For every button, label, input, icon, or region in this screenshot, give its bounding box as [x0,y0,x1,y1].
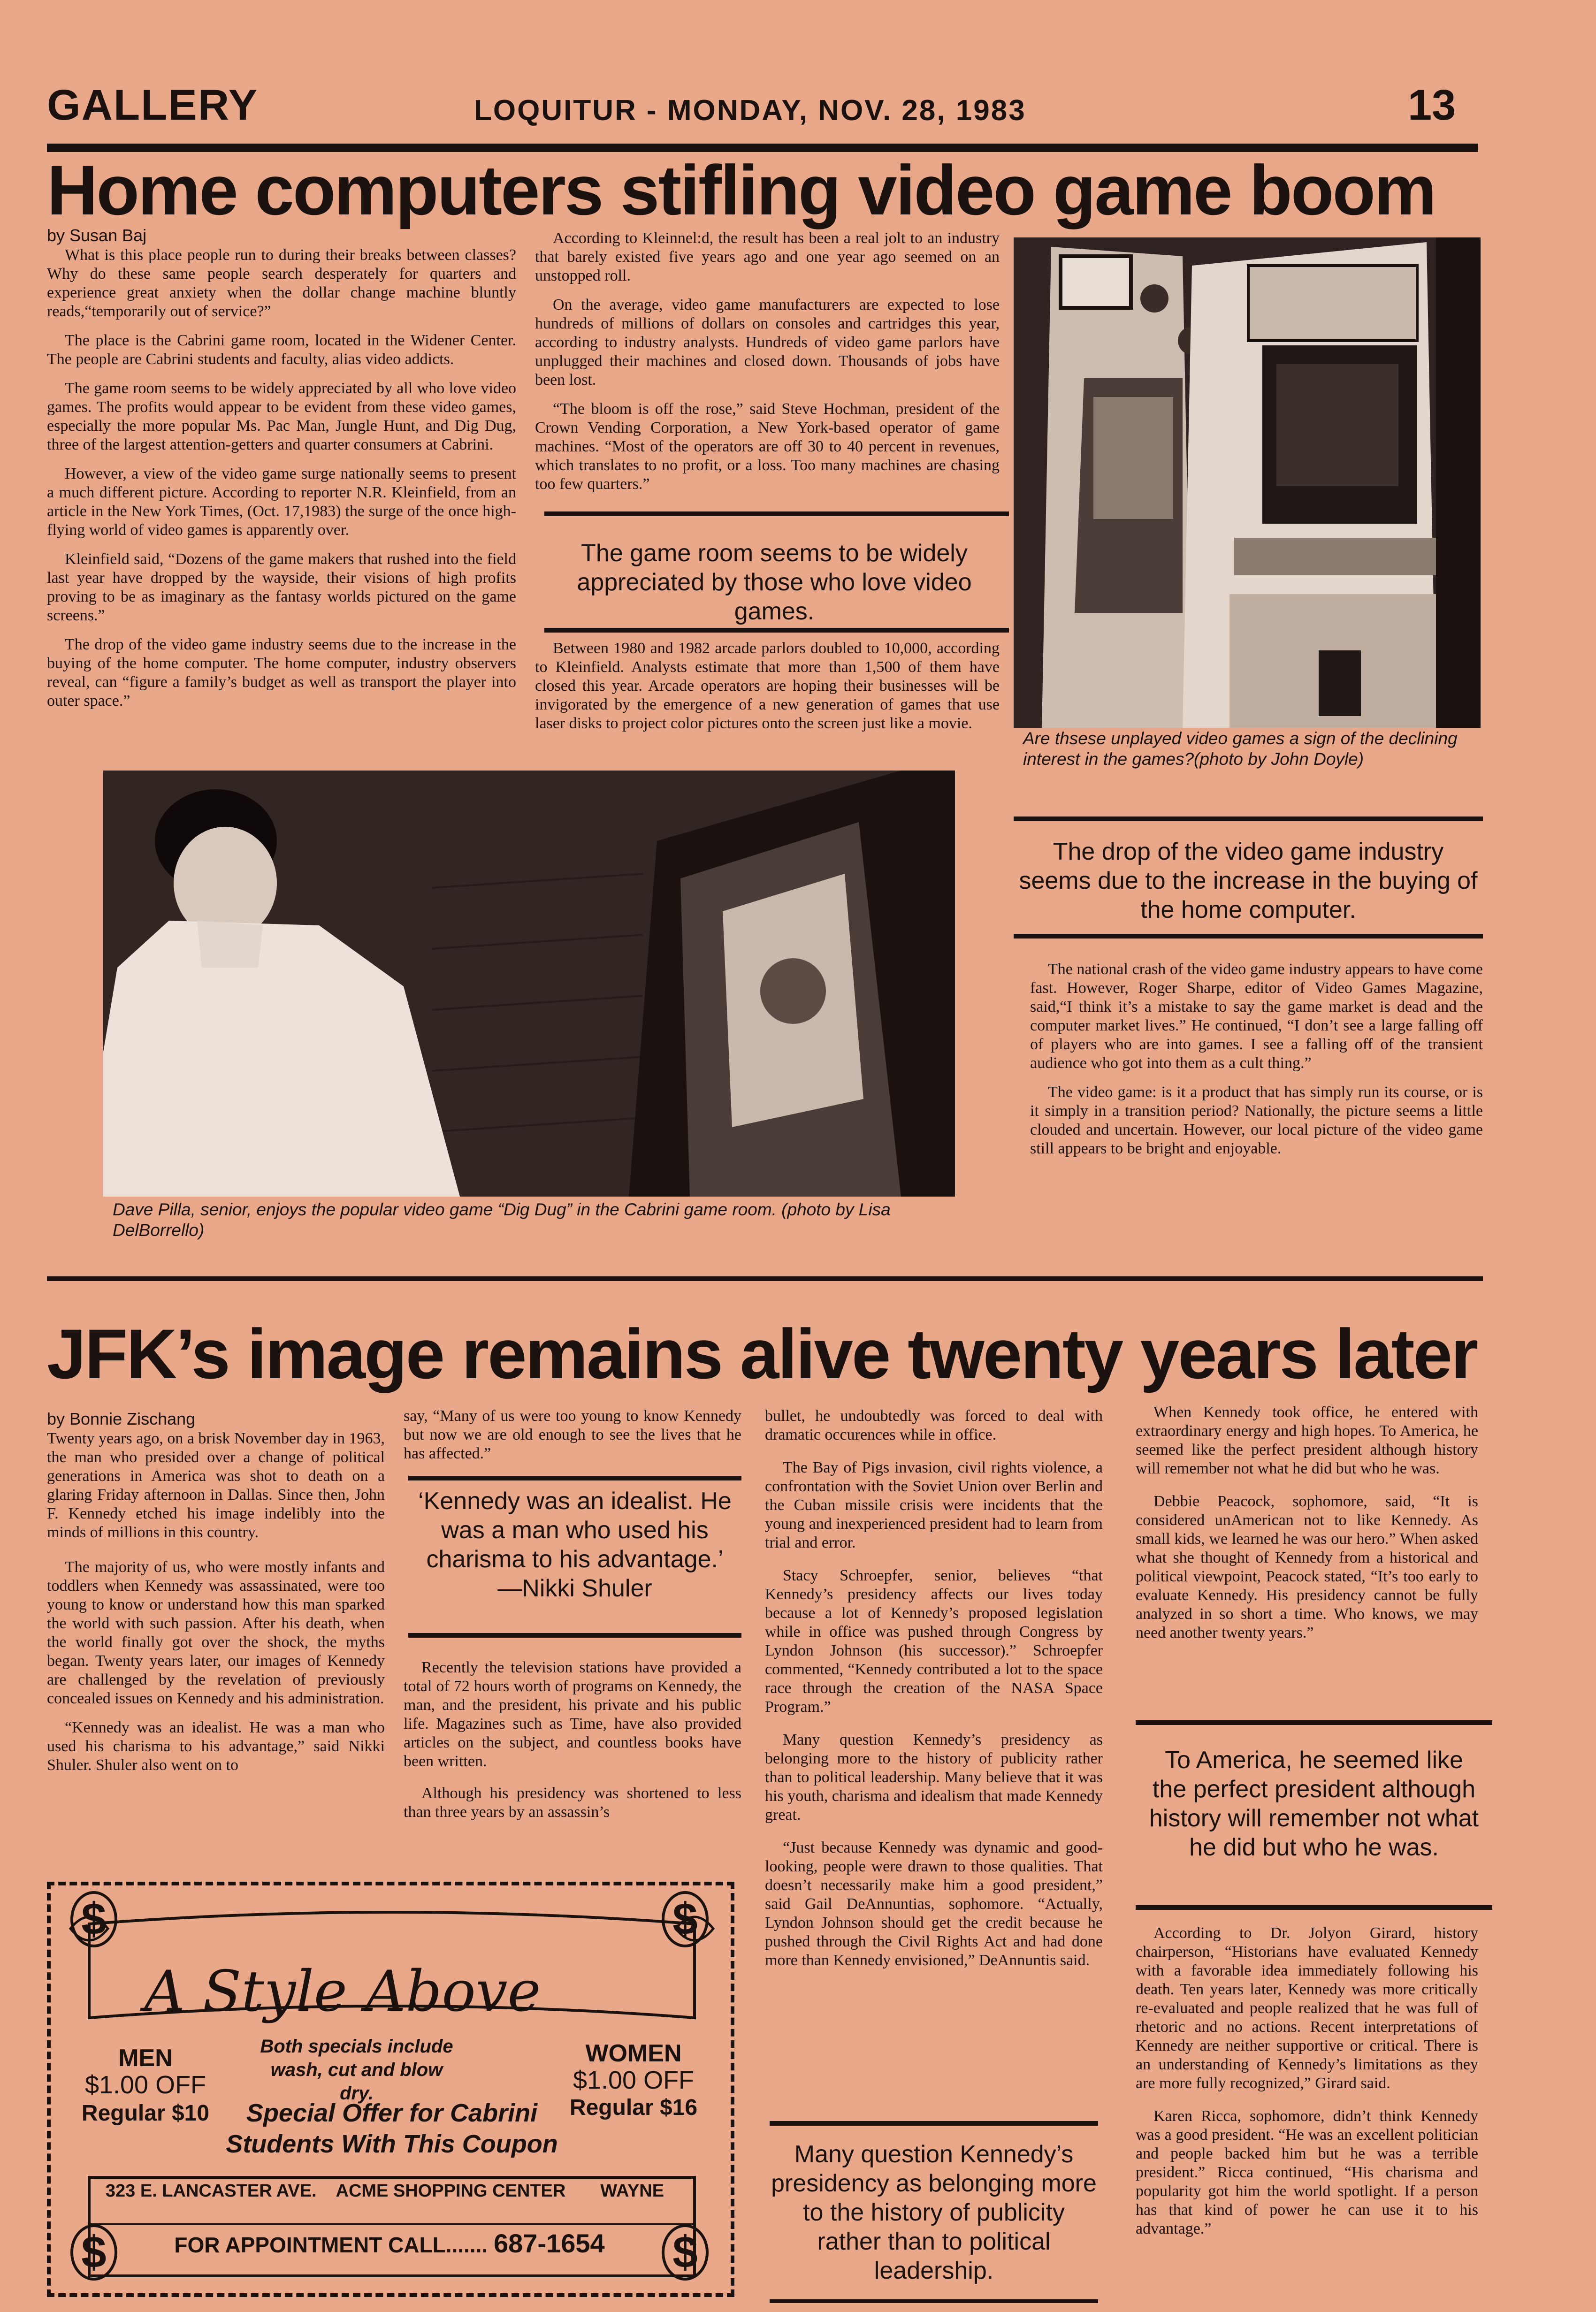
shopping-center: ACME SHOPPING CENTER [336,2181,566,2201]
paragraph: “Just because Kennedy was dynamic and good-looking, people were drawn to those qualities. That doesn’t necessarily make him a good president,” said Gail DeAnnuntias, sophomore. “Actually, Lyndon Johnson should get the credit because he pushed through the Civil Rights Act and had done more than Kennedy envisioned,” DeAnnuntis said. [765,1839,1103,1969]
paragraph: The game room seems to be widely appreciated by all who love video games. The profits would appear to be evident from these video games, especially the more popular Ms. Pac Man, Jungle Hunt, and Dig Dug, three of the largest attention-getters and quarter consumers at Cabrini. [47,380,516,453]
top-left-dollar-icon: $ [70,1891,117,1947]
women-regular-price: Regular $16 [569,2095,698,2120]
bottom-right-dollar-icon: $ [662,2224,709,2281]
photo1-caption: Are thsese unplayed video games a sign of the declining interest in the games?(photo by John Doyle) [1023,729,1458,769]
paragraph: Karen Ricca, sophomore, didn’t think Kennedy was a good president. “He was an excellent politician and people backed him but he was a terrible president.” Ricca continued, “His charisma and popularity got him the world spotlight. If a person has that kind of power he can use it to his advantage.” [1136,2107,1478,2237]
paragraph: say, “Many of us were too young to know Kennedy but now we are old enough to see the lives that he has affected.” [404,1407,741,1462]
paragraph: However, a view of the video game surge nationally seems to present a much different picture. According to reporter N.R. Kleinfield, from an article in the New York Times, (Oct. 17,1983) the surge of the once high-flying world of video games is apparently over. [47,465,516,539]
street-address: 323 E. LANCASTER AVE. [105,2181,317,2201]
pull-quote-rule [1136,1905,1492,1910]
paragraph: bullet, he undoubtedly was forced to deal with dramatic occurences while in office. [765,1407,1103,1443]
article2-byline: by Bonnie Zischang [47,1409,196,1428]
paragraph: According to Dr. Jolyon Girard, history chairperson, “Historians have evaluated Kennedy with a favorable idea immediately following his death. Ten years later, Kennedy was more critically re-evaluated and people realized that he was full of rhetoric and no actions. Recent interpretations of Kennedy are neither supportive or critical. There is an understanding of Kennedy’s limitations as they are more fully recognized,” Girard said. [1136,1924,1478,2092]
salon-name: A Style Above [144,1959,541,2024]
article2-pull-quote-2: To America, he seemed like the perfect president although history will remember not what he did but who he was. [1149,1747,1479,1861]
specials-note: Both specials include wash, cut and blow dry. [260,2036,453,2104]
article2-pull-quote-1 [408,1487,741,1603]
paragraph: Although his presidency was shortened to less than three years by an assassin’s [404,1785,741,1821]
article2-column-2-top [404,1407,741,1473]
article2-column-4-top [1136,1403,1478,1653]
paragraph: The majority of us, who were mostly infants and toddlers when Kennedy was assassinated, were too young to know or understand how this man sparked the world with such passion. After his death, when the world finally got over the shock, the myths began. Twenty years later, our images of Kennedy are challenged by the revelation of previously concealed issues on Kennedy and his administration. [47,1558,385,1707]
paragraph: What is this place people run to during their breaks between classes? Why do these same people search desperately for quarters and experience great anxiety when the dollar change machine bluntly reads,“temporarily out of service?” [47,246,516,320]
paragraph: According to Kleinnel:d, the result has been a real jolt to an industry that barely existed five years ago and one year ago seemed on an unstopped roll. [535,229,1000,284]
article2-pull-quote-3: Many question Kennedy’s presidency as belonging more to the history of publicity rather than to political leadership. [771,2141,1097,2284]
article2-column-4-bottom [1136,1924,1478,2249]
article1-column-2-top [535,229,1000,504]
page-number: 13 [1408,81,1456,129]
pull-quote-rule [770,2299,1098,2303]
pull-quote-rule [1014,816,1483,821]
pull-quote-rule [1014,934,1483,939]
paragraph: The national crash of the video game industry appears to have come fast. However, Roger Sharpe, editor of Video Games Magazine, said,“I think it’s a mistake to say the game market is dead and the computer market lives.” He continued, “I don’t see a large falling off of players who are into games. I see a falling off of the transient audience who got into them as a cult thing.” [1030,961,1483,1072]
pull-quote-rule [770,2121,1098,2126]
arcade-cabinets-photo [1014,237,1481,728]
paragraph: Stacy Schroepfer, senior, believes “that Kennedy’s presidency affects our lives today because a lot of Kennedy’s proposed legislation while in office was pushed through Congress by Lyndon Johnson (his successor).” Schroepfer commented, “Kennedy contributed a lot to the space race through the creation of the NASA Space Program.” [765,1567,1103,1716]
paragraph: The video game: is it a product that has simply run its course, or is it simply in a transition period? Nationally, the picture seems a little clouded and uncertain. However, our local picture of the video game still appears to be bright and enjoyable. [1030,1084,1483,1157]
article1-pull-quote-1: The game room seems to be widely appreciated by those who love video games. [577,540,972,625]
bottom-left-dollar-icon: $ [70,2224,117,2281]
pull-quote-attribution: —Nikki Shuler [497,1575,652,1602]
article1-column-3 [1030,960,1483,1168]
appointment-line[interactable] [122,2228,657,2259]
paragraph: “The bloom is off the rose,” said Steve Hochman, president of the Crown Vending Corporation, a New York-based operator of game machines. “Most of the operators are off 30 to 40 percent in revenues, which translates to no profit, or a loss. Too many machines are chasing too few quarters.” [535,400,1000,493]
top-right-dollar-icon: $ [662,1891,709,1947]
paragraph: On the average, video game manufacturers are expected to lose hundreds of millions of dollars on consoles and cartridges this year, according to industry analysts. Hundreds of video game parlors have unplugged their machines and closed down. Thousands of jobs have been lost. [535,296,1000,389]
paragraph: Debbie Peacock, sophomore, said, “It is considered unAmerican not to like Kennedy. As small kids, we learned he was our hero.” When asked what she thought of Kennedy from a historical and political viewpoint, Peacock stated, “It’s too early to evaluate Kennedy. His presidency cannot be fully analyzed in so short a time. Who knows, we may need another twenty years.” [1136,1493,1478,1641]
paragraph: Twenty years ago, on a brisk November day in 1963, the man who presided over a change of political generations in America was shot to death on a glaring Friday afternoon in Dallas. Since then, John F. Kennedy etched his image indelibly into the minds of millions in this country. [47,1430,385,1541]
phone-number[interactable]: 687-1654 [493,2228,605,2258]
appointment-label: FOR APPOINTMENT CALL....... [174,2233,488,2257]
article2-headline: JFK’s image remains alive twenty years later [47,1314,1477,1393]
women-discount: $1.00 OFF [573,2066,695,2094]
section-name: GALLERY [47,81,259,129]
paragraph: When Kennedy took office, he entered with extraordinary energy and high hopes. To America, he seemed like the perfect president although history will remember not what he did but who he was. [1136,1404,1478,1477]
masthead-dateline: LOQUITUR - MONDAY, NOV. 28, 1983 [474,94,1026,127]
men-regular-price: Regular $10 [81,2101,210,2126]
men-label: MEN [118,2045,173,2072]
article2-column-2-bottom [404,1658,741,1832]
paragraph: “Kennedy was an idealist. He was a man who used his charisma to his advantage,” said Nikki Shuler. Shuler also went on to [47,1719,385,1774]
paragraph: The Bay of Pigs invasion, civil rights violence, a confrontation with the Soviet Union over Berlin and the Cuban missile crisis were incidents that the young and inexperienced president had to learn from trial and error. [765,1459,1103,1551]
pull-quote-rule [408,1476,741,1480]
pull-quote-rule [544,628,1009,633]
paragraph: The drop of the video game industry seems due to the increase in the buying of the home computer. The home computer, industry observers reveal, can “figure a family’s budget as well as transport the player into outer space.” [47,636,516,710]
photo2-caption: Dave Pilla, senior, enjoys the popular video game “Dig Dug” in the Cabrini game room. (photo by Lisa DelBorrello) [113,1200,891,1240]
men-discount: $1.00 OFF [84,2071,206,2099]
article1-column-2-bottom [535,639,1000,743]
arcade-cabinets-image [1014,237,1481,728]
article1-headline: Home computers stifling video game boom [47,151,1436,229]
town: WAYNE [600,2181,664,2201]
section-divider [47,1276,1483,1281]
dig-dug-player-photo [103,771,955,1197]
article2-column-1 [47,1410,385,1785]
pull-quote-rule [544,511,1009,516]
paragraph: Recently the television stations have provided a total of 72 hours worth of programs on Kennedy, the man, and the president, his private and his public life. Magazines such as Time, have also provided articles on the subject, and countless books have been written. [404,1659,741,1770]
article1-byline: by Susan Baj [47,226,147,245]
salon-address [99,2181,671,2201]
article1-column-1 [47,226,516,721]
women-label: WOMEN [585,2040,682,2067]
article1-pull-quote-2: The drop of the video game industry seems due to the increase in the buying of the home computer. [1019,838,1478,923]
pull-quote-rule [408,1633,741,1638]
dig-dug-player-image [103,771,955,1197]
paragraph: Kleinfield said, “Dozens of the game makers that rushed into the field last year have dropped by the wayside, their visions of high profits proving to be as imaginary as the fantasy worlds pictured on the game screens.” [47,550,516,624]
paragraph: Many question Kennedy’s presidency as belonging more to the history of publicity rather than to political leadership. Many believe that it was his youth, charisma and idealism that made Kennedy great. [765,1731,1103,1824]
paragraph: Between 1980 and 1982 arcade parlors doubled to 10,000, according to Kleinfield. Analysts estimate that more than 1,500 of them have closed this year. Arcade operators are hoping their businesses will be invigorated by the emergence of a new generation of games that use laser disks to project color pictures onto the screen just like a movie. [535,640,1000,732]
coupon-offer: Special Offer for Cabrini Students With This Coupon [226,2099,558,2158]
pull-quote-rule [1136,1720,1492,1725]
article2-column-3 [765,1407,1103,1980]
pull-quote-text: ‘Kennedy was an idealist. He was a man who used his charisma to his advantage.’ [418,1488,732,1573]
paragraph: The place is the Cabrini game room, located in the Widener Center. The people are Cabrini students and faculty, alias video addicts. [47,332,516,368]
